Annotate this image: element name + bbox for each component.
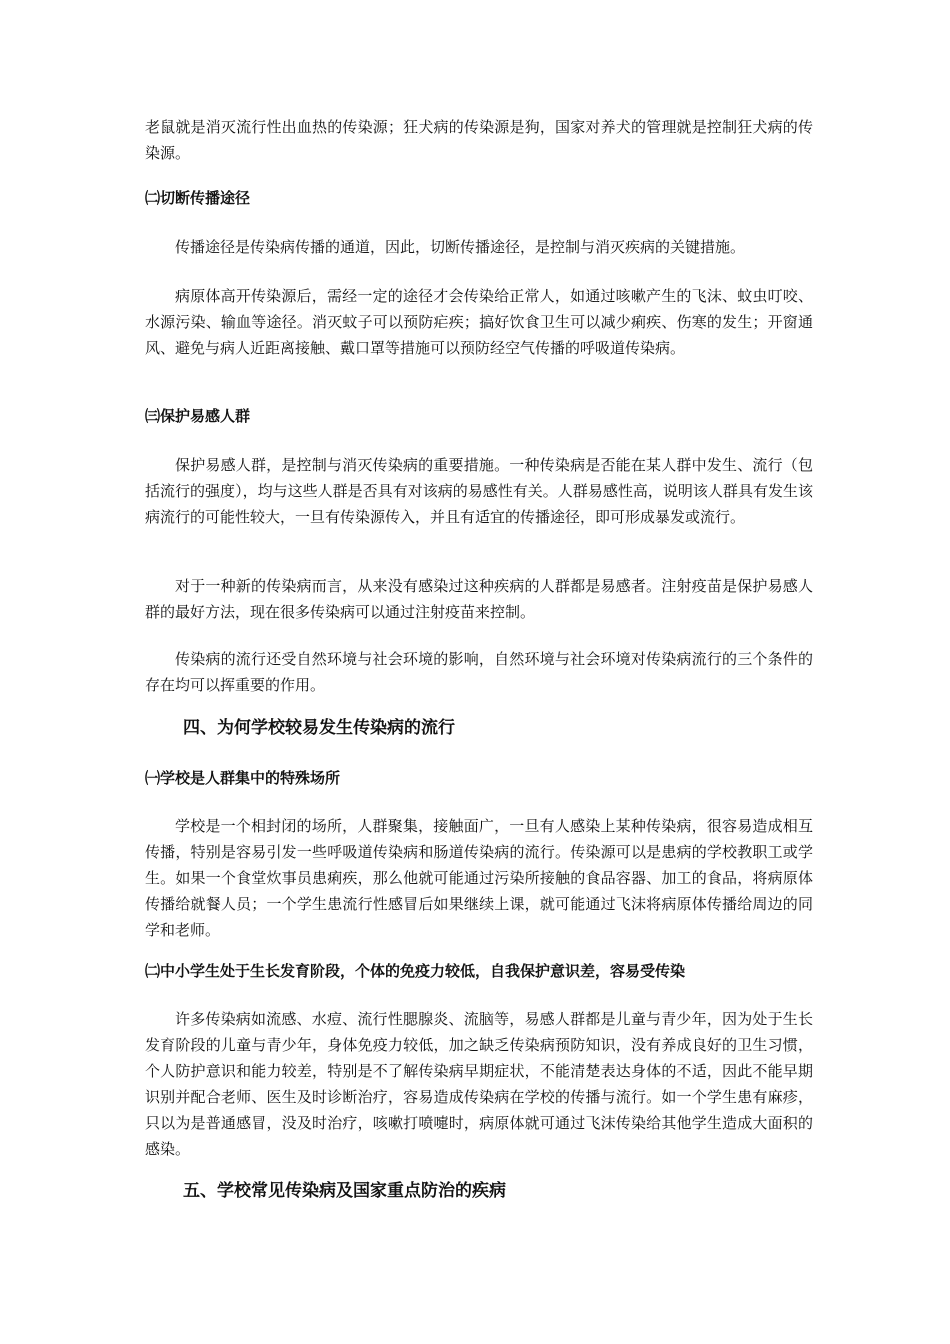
paragraph-susceptible-population: 保护易感人群，是控制与消灭传染病的重要措施。一种传染病是否能在某人群中发生、流行（包括流行的强度），均与这些人群是否具有对该病的易感性有关。人群易感性高，说明该人群具有发生该病流行的可能性较大，一旦有传染源传入，并且有适宜的传播途径，即可形成暴发或流行。	[145, 456, 813, 526]
paragraph-rodent-rabies: 老鼠就是消灭流行性出血热的传染源；狂犬病的传染源是狗，国家对养犬的管理就是控制狂犬病的传染源。	[145, 118, 813, 162]
paragraph-environment-influence: 传染病的流行还受自然环境与社会环境的影响，自然环境与社会环境对传染病流行的三个条件的存在均可以挥重要的作用。	[145, 650, 813, 694]
subheading-protect-susceptible: ㈢保护易感人群	[145, 407, 251, 425]
subheading-school-crowd: ㈠学校是人群集中的特殊场所	[145, 769, 341, 787]
subheading-students-immunity: ㈡中小学生处于生长发育阶段，个体的免疫力较低，自我保护意识差，容易受传染	[145, 962, 686, 980]
section-heading-4: 四、为何学校较易发生传染病的流行	[183, 718, 455, 738]
paragraph-new-disease-vaccine: 对于一种新的传染病而言，从来没有感染过这种疾病的人群都是易感者。注射疫苗是保护易感人群的最好方法，现在很多传染病可以通过注射疫苗来控制。	[145, 577, 813, 621]
paragraph-student-diseases: 许多传染病如流感、水痘、流行性腮腺炎、流脑等，易感人群都是儿童与青少年，因为处于生长发育阶段的儿童与青少年，身体免疫力较低，加之缺乏传染病预防知识，没有养成良好的卫生习惯，个人防护意识和能力较差，特别是不了解传染病早期症状，不能清楚表达身体的不适，因此不能早期识别并配合老师、医生及时诊断治疗，容易造成传染病在学校的传播与流行。如一个学生患有麻疹，只以为是普通感冒，没及时治疗，咳嗽打喷嚏时，病原体就可通过飞沫传染给其他学生造成大面积的感染。	[145, 1010, 813, 1158]
paragraph-school-closed-place: 学校是一个相封闭的场所，人群聚集，接触面广，一旦有人感染上某种传染病，很容易造成相互传播，特别是容易引发一些呼吸道传染病和肠道传染病的流行。传染源可以是患病的学校教职工或学生。如果一个食堂炊事员患痢疾，那么他就可能通过污染所接触的食品容器、加工的食品，将病原体传播给就餐人员；一个学生患流行性感冒后如果继续上课，就可能通过飞沫将病原体传播给周边的同学和老师。	[145, 817, 813, 939]
paragraph-pathogen-routes: 病原体高开传染源后，需经一定的途径才会传染给正常人，如通过咳嗽产生的飞沫、蚊虫叮咬、水源污染、输血等途径。消灭蚊子可以预防疟疾；搞好饮食卫生可以减少痢疾、伤寒的发生；开窗通风、避免与病人近距离接触、戴口罩等措施可以预防经空气传播的呼吸道传染病。	[145, 287, 813, 357]
paragraph-transmission-route: 传播途径是传染病传播的通道，因此，切断传播途径，是控制与消灭疾病的关键措施。	[175, 238, 746, 256]
section-heading-5: 五、学校常见传染病及国家重点防治的疾病	[183, 1181, 506, 1201]
subheading-cut-transmission: ㈡切断传播途径	[145, 189, 251, 207]
